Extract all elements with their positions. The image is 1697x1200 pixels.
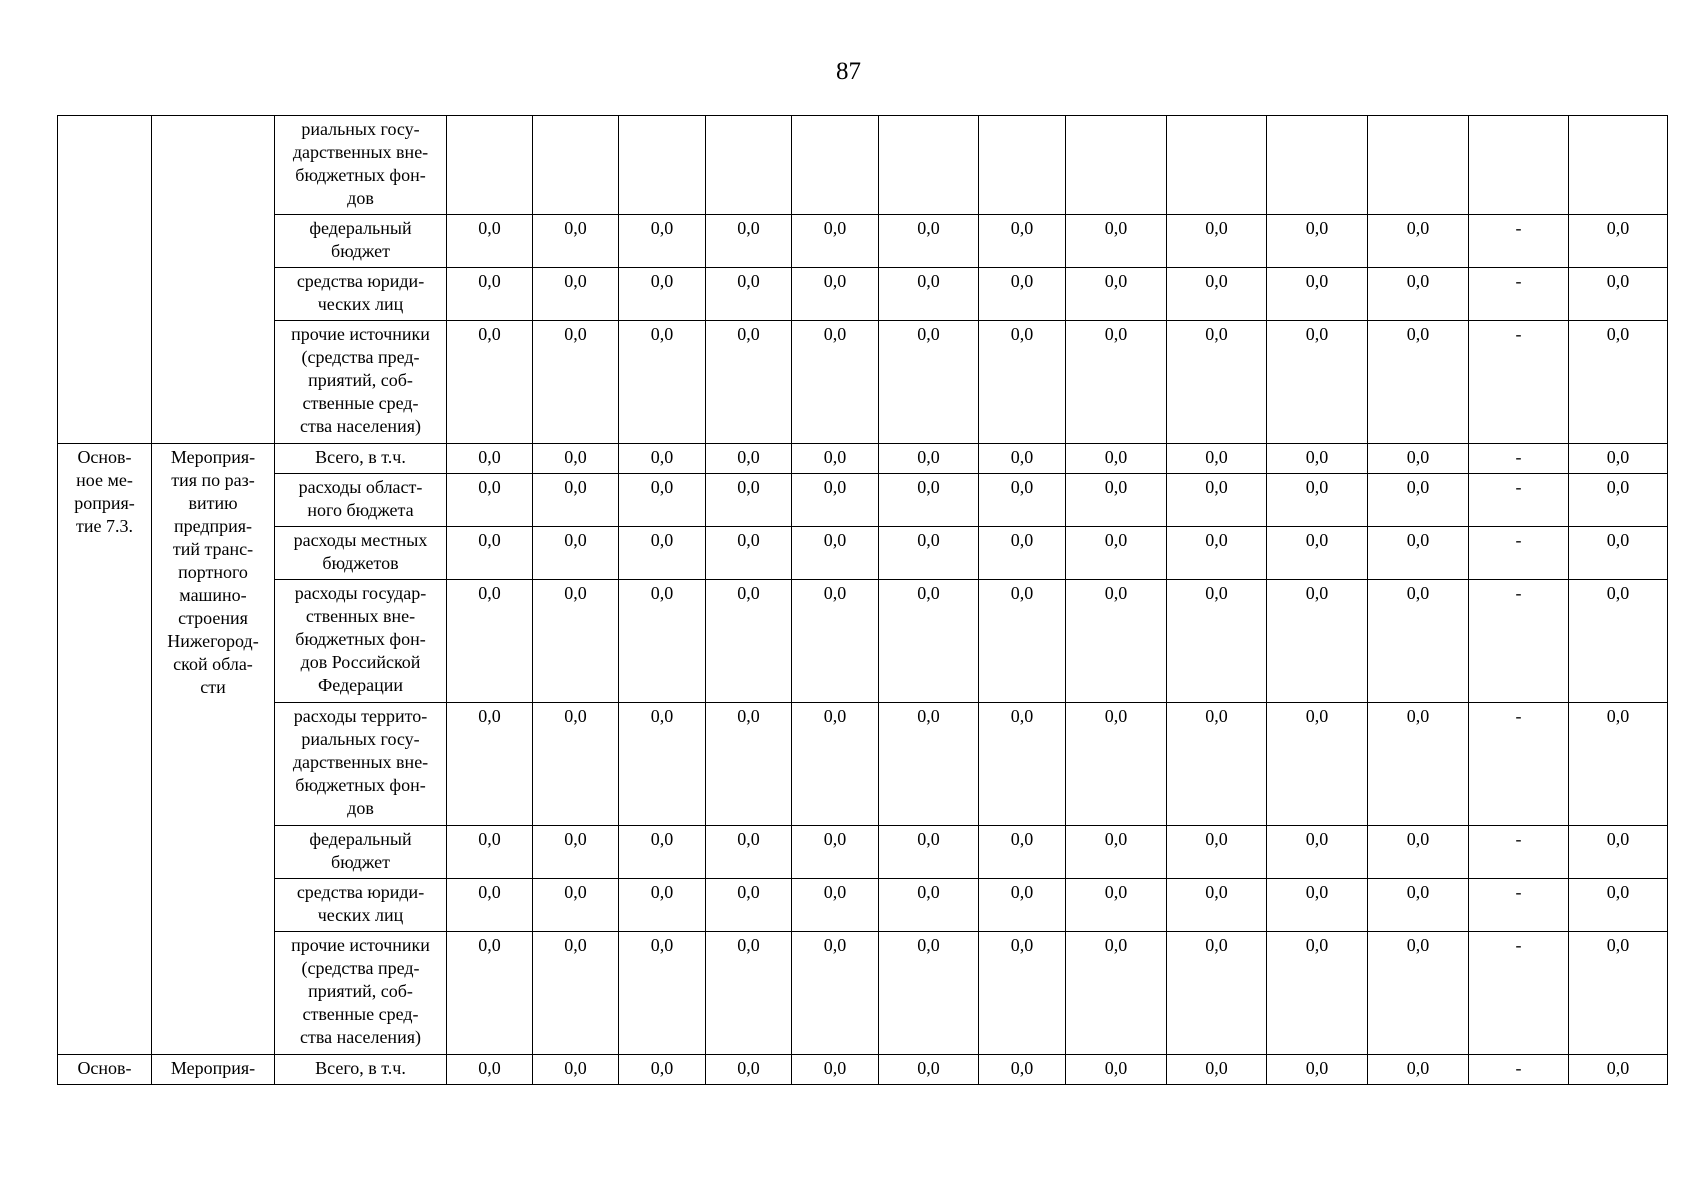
value-cell: 0,0 <box>792 527 879 580</box>
value-cell: 0,0 <box>792 444 879 474</box>
value-cell: 0,0 <box>1167 321 1267 444</box>
value-cell: 0,0 <box>1569 268 1668 321</box>
value-cell: 0,0 <box>533 321 619 444</box>
value-cell <box>879 116 979 215</box>
value-cell: 0,0 <box>619 703 706 826</box>
funding-source-label: расходы государ- ственных вне- бюджетных фон- дов Российской Федерации <box>275 580 447 703</box>
value-cell: 0,0 <box>447 527 533 580</box>
value-cell: 0,0 <box>792 932 879 1055</box>
value-cell: 0,0 <box>1066 215 1167 268</box>
funding-source-label: риальных госу- дарственных вне- бюджетных фон- дов <box>275 116 447 215</box>
value-cell <box>792 116 879 215</box>
funding-source-label: расходы област- ного бюджета <box>275 474 447 527</box>
event-number-cell: Основ- ное ме- роприя- тие 7.3. <box>58 444 152 1055</box>
table-row <box>58 580 1668 703</box>
event-number-cell <box>58 116 152 444</box>
value-cell: 0,0 <box>533 826 619 879</box>
value-cell: 0,0 <box>619 879 706 932</box>
value-cell: 0,0 <box>879 879 979 932</box>
value-cell: 0,0 <box>447 1055 533 1085</box>
value-cell: 0,0 <box>1167 703 1267 826</box>
value-cell: - <box>1469 932 1569 1055</box>
value-cell: 0,0 <box>1368 321 1469 444</box>
value-cell: 0,0 <box>1368 474 1469 527</box>
value-cell: 0,0 <box>879 268 979 321</box>
value-cell: 0,0 <box>706 321 792 444</box>
value-cell: 0,0 <box>706 215 792 268</box>
value-cell: 0,0 <box>979 826 1066 879</box>
value-cell <box>1267 116 1368 215</box>
value-cell: 0,0 <box>619 527 706 580</box>
value-cell: 0,0 <box>533 268 619 321</box>
value-cell: 0,0 <box>1267 826 1368 879</box>
event-title-cell <box>152 116 275 444</box>
value-cell: 0,0 <box>533 580 619 703</box>
table-body <box>58 116 1668 1085</box>
event-number-cell: Основ- <box>58 1055 152 1085</box>
value-cell: - <box>1469 703 1569 826</box>
value-cell: 0,0 <box>1167 527 1267 580</box>
event-title-cell: Мероприя- тия по раз- витию предприя- тий транс- портного машино- строения Нижегород- ской обла- сти <box>152 444 275 1055</box>
value-cell <box>1167 116 1267 215</box>
value-cell: 0,0 <box>1167 826 1267 879</box>
value-cell: 0,0 <box>533 474 619 527</box>
value-cell: 0,0 <box>1267 474 1368 527</box>
value-cell: 0,0 <box>1267 321 1368 444</box>
table-row <box>58 703 1668 826</box>
value-cell: 0,0 <box>706 703 792 826</box>
value-cell: - <box>1469 580 1569 703</box>
value-cell: 0,0 <box>706 826 792 879</box>
value-cell: 0,0 <box>619 215 706 268</box>
value-cell: 0,0 <box>1569 444 1668 474</box>
value-cell: 0,0 <box>706 879 792 932</box>
value-cell: 0,0 <box>1368 879 1469 932</box>
value-cell: 0,0 <box>792 879 879 932</box>
value-cell <box>1066 116 1167 215</box>
value-cell: 0,0 <box>1167 268 1267 321</box>
value-cell: - <box>1469 879 1569 932</box>
value-cell: 0,0 <box>792 321 879 444</box>
funding-source-label: Всего, в т.ч. <box>275 444 447 474</box>
value-cell: 0,0 <box>879 580 979 703</box>
value-cell <box>1569 116 1668 215</box>
funding-source-label: расходы местных бюджетов <box>275 527 447 580</box>
value-cell: - <box>1469 444 1569 474</box>
value-cell: 0,0 <box>447 321 533 444</box>
value-cell: 0,0 <box>1569 474 1668 527</box>
value-cell: 0,0 <box>1066 703 1167 826</box>
value-cell: 0,0 <box>879 527 979 580</box>
value-cell: 0,0 <box>792 268 879 321</box>
value-cell: - <box>1469 527 1569 580</box>
value-cell: 0,0 <box>1569 826 1668 879</box>
value-cell: 0,0 <box>1167 879 1267 932</box>
value-cell: 0,0 <box>619 268 706 321</box>
value-cell: 0,0 <box>447 580 533 703</box>
funding-source-label: средства юриди- ческих лиц <box>275 268 447 321</box>
value-cell: 0,0 <box>619 474 706 527</box>
value-cell: 0,0 <box>792 580 879 703</box>
value-cell: 0,0 <box>1368 932 1469 1055</box>
value-cell: 0,0 <box>1368 580 1469 703</box>
value-cell: 0,0 <box>706 580 792 703</box>
value-cell: - <box>1469 1055 1569 1085</box>
value-cell: 0,0 <box>447 932 533 1055</box>
value-cell: 0,0 <box>1167 444 1267 474</box>
value-cell <box>533 116 619 215</box>
value-cell: 0,0 <box>1267 444 1368 474</box>
value-cell: 0,0 <box>1267 215 1368 268</box>
value-cell: 0,0 <box>619 932 706 1055</box>
value-cell: 0,0 <box>979 321 1066 444</box>
value-cell: 0,0 <box>706 474 792 527</box>
value-cell: 0,0 <box>1066 268 1167 321</box>
table-row <box>58 826 1668 879</box>
funding-source-label: прочие источники (средства пред- приятий, соб- ственные сред- ства населения) <box>275 321 447 444</box>
value-cell: 0,0 <box>879 321 979 444</box>
value-cell: - <box>1469 826 1569 879</box>
value-cell: 0,0 <box>447 444 533 474</box>
value-cell: 0,0 <box>1267 703 1368 826</box>
value-cell: 0,0 <box>1368 444 1469 474</box>
value-cell: 0,0 <box>619 826 706 879</box>
value-cell: 0,0 <box>1066 826 1167 879</box>
value-cell: 0,0 <box>1267 268 1368 321</box>
value-cell: 0,0 <box>1066 444 1167 474</box>
budget-table <box>57 115 1668 1085</box>
value-cell: 0,0 <box>1368 268 1469 321</box>
table-row <box>58 474 1668 527</box>
table-row <box>58 879 1668 932</box>
value-cell <box>979 116 1066 215</box>
page-number: 87 <box>836 58 861 85</box>
value-cell: 0,0 <box>706 444 792 474</box>
table-row <box>58 321 1668 444</box>
value-cell: 0,0 <box>1267 1055 1368 1085</box>
funding-source-label: федеральный бюджет <box>275 826 447 879</box>
value-cell <box>1469 116 1569 215</box>
value-cell: 0,0 <box>1569 703 1668 826</box>
value-cell: 0,0 <box>1569 932 1668 1055</box>
value-cell: 0,0 <box>1066 321 1167 444</box>
table-row <box>58 444 1668 474</box>
value-cell: - <box>1469 474 1569 527</box>
value-cell: 0,0 <box>879 474 979 527</box>
value-cell: 0,0 <box>792 215 879 268</box>
funding-source-label: прочие источники (средства пред- приятий, соб- ственные сред- ства населения) <box>275 932 447 1055</box>
value-cell: 0,0 <box>1167 474 1267 527</box>
value-cell: 0,0 <box>533 527 619 580</box>
value-cell: 0,0 <box>533 932 619 1055</box>
value-cell: 0,0 <box>979 215 1066 268</box>
value-cell: 0,0 <box>979 268 1066 321</box>
table-row <box>58 215 1668 268</box>
value-cell: 0,0 <box>1368 215 1469 268</box>
table-row <box>58 932 1668 1055</box>
value-cell: - <box>1469 215 1569 268</box>
value-cell: 0,0 <box>619 1055 706 1085</box>
value-cell: 0,0 <box>619 580 706 703</box>
value-cell: 0,0 <box>447 826 533 879</box>
value-cell: - <box>1469 268 1569 321</box>
value-cell: 0,0 <box>792 703 879 826</box>
value-cell: 0,0 <box>706 1055 792 1085</box>
value-cell: 0,0 <box>979 703 1066 826</box>
value-cell: 0,0 <box>1267 932 1368 1055</box>
value-cell: 0,0 <box>706 932 792 1055</box>
value-cell: - <box>1469 321 1569 444</box>
value-cell: 0,0 <box>447 474 533 527</box>
value-cell: 0,0 <box>706 527 792 580</box>
value-cell <box>1368 116 1469 215</box>
value-cell: 0,0 <box>1569 215 1668 268</box>
value-cell: 0,0 <box>1569 527 1668 580</box>
value-cell: 0,0 <box>1167 932 1267 1055</box>
value-cell: 0,0 <box>1569 879 1668 932</box>
value-cell: 0,0 <box>619 321 706 444</box>
value-cell: 0,0 <box>879 444 979 474</box>
value-cell: 0,0 <box>792 474 879 527</box>
value-cell: 0,0 <box>1569 321 1668 444</box>
value-cell: 0,0 <box>533 1055 619 1085</box>
value-cell: 0,0 <box>447 215 533 268</box>
table-row <box>58 527 1668 580</box>
value-cell: 0,0 <box>533 215 619 268</box>
value-cell: 0,0 <box>1066 932 1167 1055</box>
value-cell: 0,0 <box>1368 826 1469 879</box>
value-cell: 0,0 <box>1368 1055 1469 1085</box>
value-cell: 0,0 <box>1066 580 1167 703</box>
value-cell: 0,0 <box>1167 215 1267 268</box>
value-cell: 0,0 <box>1066 879 1167 932</box>
value-cell: 0,0 <box>447 703 533 826</box>
event-title-cell: Мероприя- <box>152 1055 275 1085</box>
value-cell: 0,0 <box>979 1055 1066 1085</box>
value-cell: 0,0 <box>1167 580 1267 703</box>
value-cell: 0,0 <box>879 826 979 879</box>
funding-source-label: средства юриди- ческих лиц <box>275 879 447 932</box>
value-cell: 0,0 <box>792 1055 879 1085</box>
value-cell: 0,0 <box>879 1055 979 1085</box>
value-cell: 0,0 <box>1267 580 1368 703</box>
value-cell: 0,0 <box>979 474 1066 527</box>
value-cell: 0,0 <box>879 932 979 1055</box>
funding-source-label: расходы террито- риальных госу- дарственных вне- бюджетных фон- дов <box>275 703 447 826</box>
value-cell: 0,0 <box>1267 527 1368 580</box>
value-cell: 0,0 <box>1267 879 1368 932</box>
value-cell <box>706 116 792 215</box>
value-cell: 0,0 <box>447 268 533 321</box>
value-cell: 0,0 <box>1167 1055 1267 1085</box>
table-row <box>58 116 1668 215</box>
value-cell: 0,0 <box>1066 527 1167 580</box>
value-cell: 0,0 <box>1368 703 1469 826</box>
value-cell: 0,0 <box>1368 527 1469 580</box>
value-cell: 0,0 <box>979 932 1066 1055</box>
value-cell: 0,0 <box>792 826 879 879</box>
value-cell: 0,0 <box>979 879 1066 932</box>
value-cell: 0,0 <box>533 879 619 932</box>
funding-source-label: федеральный бюджет <box>275 215 447 268</box>
value-cell: 0,0 <box>879 703 979 826</box>
table-row <box>58 1055 1668 1085</box>
value-cell: 0,0 <box>1569 580 1668 703</box>
value-cell: 0,0 <box>619 444 706 474</box>
table-row <box>58 268 1668 321</box>
value-cell: 0,0 <box>533 444 619 474</box>
value-cell: 0,0 <box>979 580 1066 703</box>
value-cell: 0,0 <box>1066 474 1167 527</box>
funding-source-label: Всего, в т.ч. <box>275 1055 447 1085</box>
value-cell: 0,0 <box>533 703 619 826</box>
value-cell: 0,0 <box>979 444 1066 474</box>
value-cell: 0,0 <box>979 527 1066 580</box>
value-cell: 0,0 <box>447 879 533 932</box>
value-cell: 0,0 <box>879 215 979 268</box>
value-cell: 0,0 <box>706 268 792 321</box>
value-cell <box>619 116 706 215</box>
value-cell <box>447 116 533 215</box>
value-cell: 0,0 <box>1569 1055 1668 1085</box>
value-cell: 0,0 <box>1066 1055 1167 1085</box>
